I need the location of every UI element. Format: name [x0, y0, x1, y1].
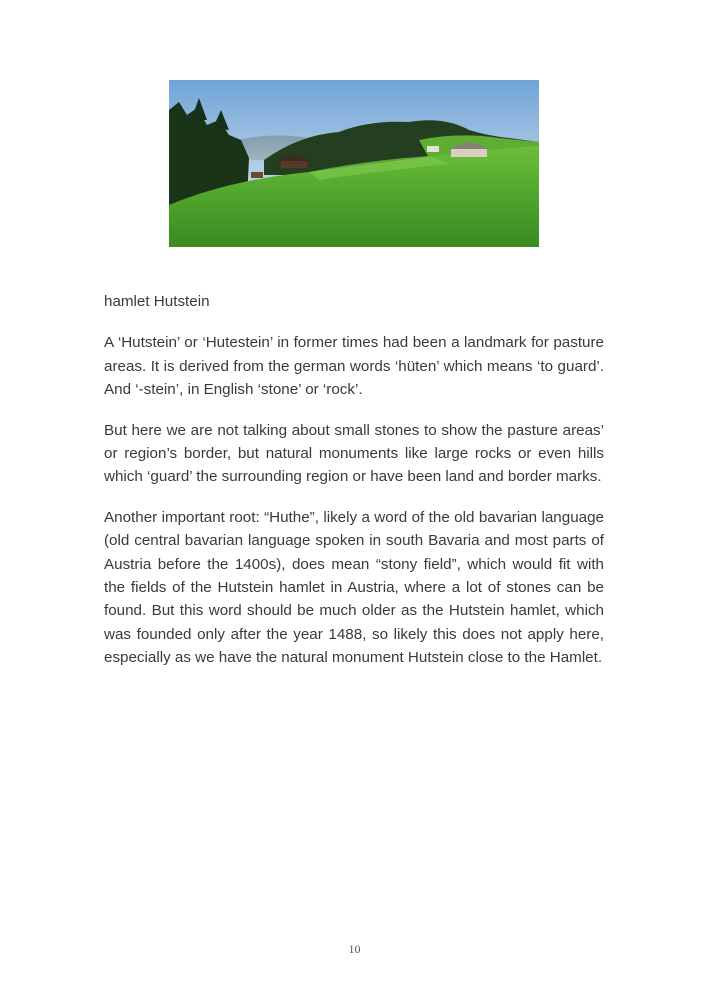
landscape-illustration [169, 80, 539, 247]
barn [451, 148, 487, 157]
paragraph-3: Another important root: “Huthe”, likely a word of the old bavarian language (old central bavarian language spoken in south Bavaria and most parts of Austria before the 1400s), does mean “stony field”, which would fit with the fields of the Hutstein hamlet in Austria, where a lot of stones can be found. But this word should be much older as the Hutstein hamlet, which was founded only after the year 1488, so likely this does not apply here, especially as we have the natural monument Hutstein close to the Hamlet. [104, 508, 604, 667]
shed [251, 172, 263, 178]
section-heading: hamlet Hutstein [104, 293, 210, 310]
small-building [427, 146, 439, 152]
hamlet-landscape-photo [169, 80, 539, 247]
text-content [104, 290, 604, 687]
paragraph-2: But here we are not talking about small stones to show the pasture areas’ or region’s border, but natural monuments like large rocks or even hills which ‘guard’ the surrounding region or have been land and border marks. [104, 421, 604, 486]
page-number: 10 [348, 942, 361, 956]
paragraph-1: A ‘Hutstein’ or ‘Hutestein’ in former times had been a landmark for pasture areas. It is derived from the german words ‘hüten’ which means ‘to guard’. And ‘-stein’, in English ‘stone’ or ‘rock’. [104, 334, 604, 399]
farmhouse [281, 160, 307, 168]
